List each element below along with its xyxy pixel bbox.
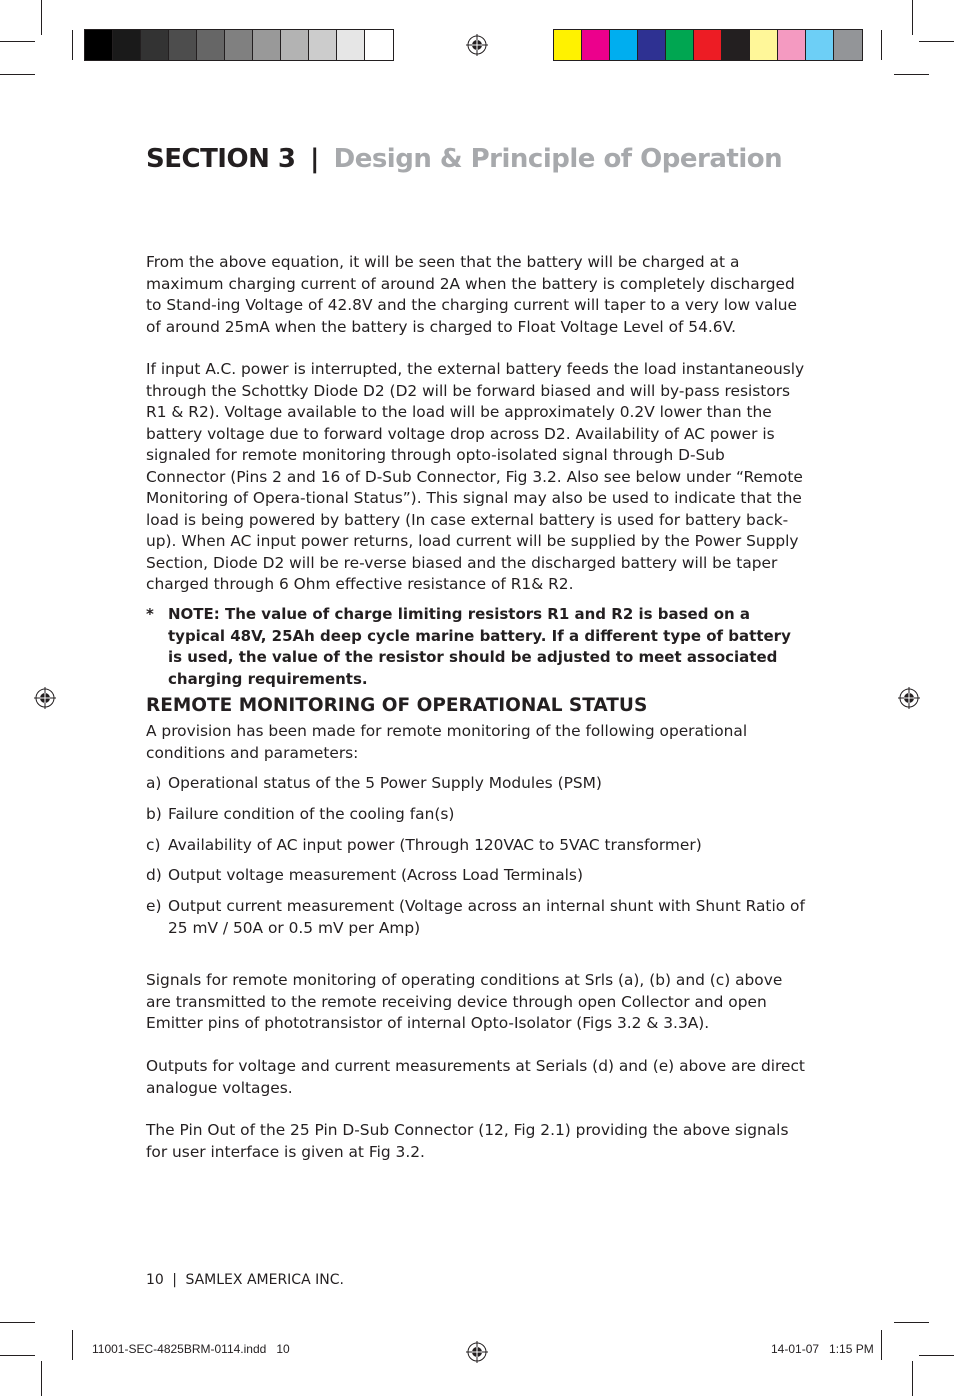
paragraph-analogue-outputs: Outputs for voltage and current measurements at Serials (d) and (e) above are direct analogue voltages.	[146, 1057, 805, 1097]
list-item-label: c)	[146, 836, 161, 854]
list-item-text: Availability of AC input power (Through 120VAC to 5VAC transformer)	[168, 836, 702, 854]
paragraph-pin-out: The Pin Out of the 25 Pin D-Sub Connector (12, Fig 2.1) providing the above signals for user interface is given at Fig 3.2.	[146, 1121, 789, 1161]
list-item-text: Output voltage measurement (Across Load Terminals)	[168, 866, 583, 884]
grayscale-swatch	[337, 30, 365, 60]
footer-separator: |	[172, 1272, 177, 1288]
process-color-swatch	[722, 30, 750, 60]
registration-mark-top-icon	[466, 34, 488, 56]
process-color-swatch	[834, 30, 862, 60]
list-item-text: Operational status of the 5 Power Supply Modules (PSM)	[168, 774, 602, 792]
grayscale-swatch	[253, 30, 281, 60]
process-color-swatch	[750, 30, 778, 60]
registration-mark-left-icon	[34, 687, 56, 709]
grayscale-swatch	[85, 30, 113, 60]
section-separator: |	[310, 144, 320, 174]
remote-monitoring-intro: A provision has been made for remote monitoring of the following operational conditions and parameters:	[146, 722, 748, 762]
process-color-swatch	[554, 30, 582, 60]
slug-line-right	[881, 30, 882, 60]
list-item-label: e)	[146, 897, 162, 915]
grayscale-color-bar	[84, 29, 394, 61]
page-number: 10	[146, 1272, 164, 1288]
slug-line-bottom-left	[72, 1330, 73, 1360]
grayscale-swatch	[113, 30, 141, 60]
process-color-bar	[553, 29, 863, 61]
section-header	[146, 144, 782, 174]
slug-filename: 11001-SEC-4825BRM-0114.indd 10	[92, 1342, 290, 1356]
process-color-swatch	[806, 30, 834, 60]
registration-mark-right-icon	[898, 687, 920, 709]
list-item-text: Failure condition of the cooling fan(s)	[168, 805, 455, 823]
paragraph-charging-current: From the above equation, it will be seen that the battery will be charged at a maximum charging current of around 2A when the battery is completely discharged to Stand-ing Voltage of 42.8V and the charging current will taper to a very low value of around 25mA when the battery is charged to Float Voltage Level of 54.6V.	[146, 253, 797, 336]
grayscale-swatch	[225, 30, 253, 60]
company-name: SAMLEX AMERICA INC.	[185, 1272, 344, 1288]
list-item-text: Output current measurement (Voltage across an internal shunt with Shunt Ratio of 25 mV / 50A or 0.5 mV per Amp)	[168, 897, 805, 937]
process-color-swatch	[778, 30, 806, 60]
grayscale-swatch	[141, 30, 169, 60]
paragraph-ac-interruption: If input A.C. power is interrupted, the external battery feeds the load instantaneously through the Schottky Diode D2 (D2 will be forward biased and will by-pass resistors R1 & R2). Voltage available to the load will be approximately 0.2V lower than the battery voltage due to forward voltage drop across D2. Availability of AC power is signaled for remote monitoring through opto-isolated signal through D-Sub Connector (Pins 2 and 16 of D-Sub Connector, Fig 3.2. Also see below under “Remote Monitoring of Opera-tional Status”). This signal may also be used to indicate that the load is being powered by battery (In case external battery is used for battery back-up). When AC input power returns, load current will be supplied by the Power Supply Section, Diode D2 will be re-verse biased and the discharged battery will be taper charged through 6 Ohm effective resistance of R1& R2.	[146, 360, 805, 593]
section-label: SECTION 3	[146, 144, 296, 174]
grayscale-swatch	[365, 30, 393, 60]
slug-timestamp: 14-01-07 1:15 PM	[771, 1342, 874, 1356]
list-item-label: b)	[146, 805, 162, 823]
note-text: NOTE: The value of charge limiting resistors R1 and R2 is based on a typical 48V, 25Ah deep cycle marine battery. If a different type of battery is used, the value of the resistor should be adjusted to meet associated charging requirements.	[168, 605, 791, 688]
process-color-swatch	[666, 30, 694, 60]
grayscale-swatch	[169, 30, 197, 60]
process-color-swatch	[694, 30, 722, 60]
page-footer	[146, 1272, 344, 1288]
list-item-label: a)	[146, 774, 162, 792]
slug-line-bottom-right	[881, 1330, 882, 1360]
grayscale-swatch	[281, 30, 309, 60]
process-color-swatch	[638, 30, 666, 60]
grayscale-swatch	[309, 30, 337, 60]
grayscale-swatch	[197, 30, 225, 60]
process-color-swatch	[610, 30, 638, 60]
remote-monitoring-heading: REMOTE MONITORING OF OPERATIONAL STATUS	[146, 695, 648, 716]
paragraph-signals: Signals for remote monitoring of operating conditions at Srls (a), (b) and (c) above are transmitted to the remote receiving device through open Collector and open Emitter pins of phototransistor of internal Opto-Isolator (Figs 3.2 & 3.3A).	[146, 971, 783, 1032]
slug-line-left	[72, 30, 73, 60]
process-color-swatch	[582, 30, 610, 60]
section-title: Design & Principle of Operation	[333, 144, 783, 174]
list-item-label: d)	[146, 866, 162, 884]
note-marker: *	[146, 605, 154, 623]
registration-mark-bottom-icon	[466, 1341, 488, 1363]
